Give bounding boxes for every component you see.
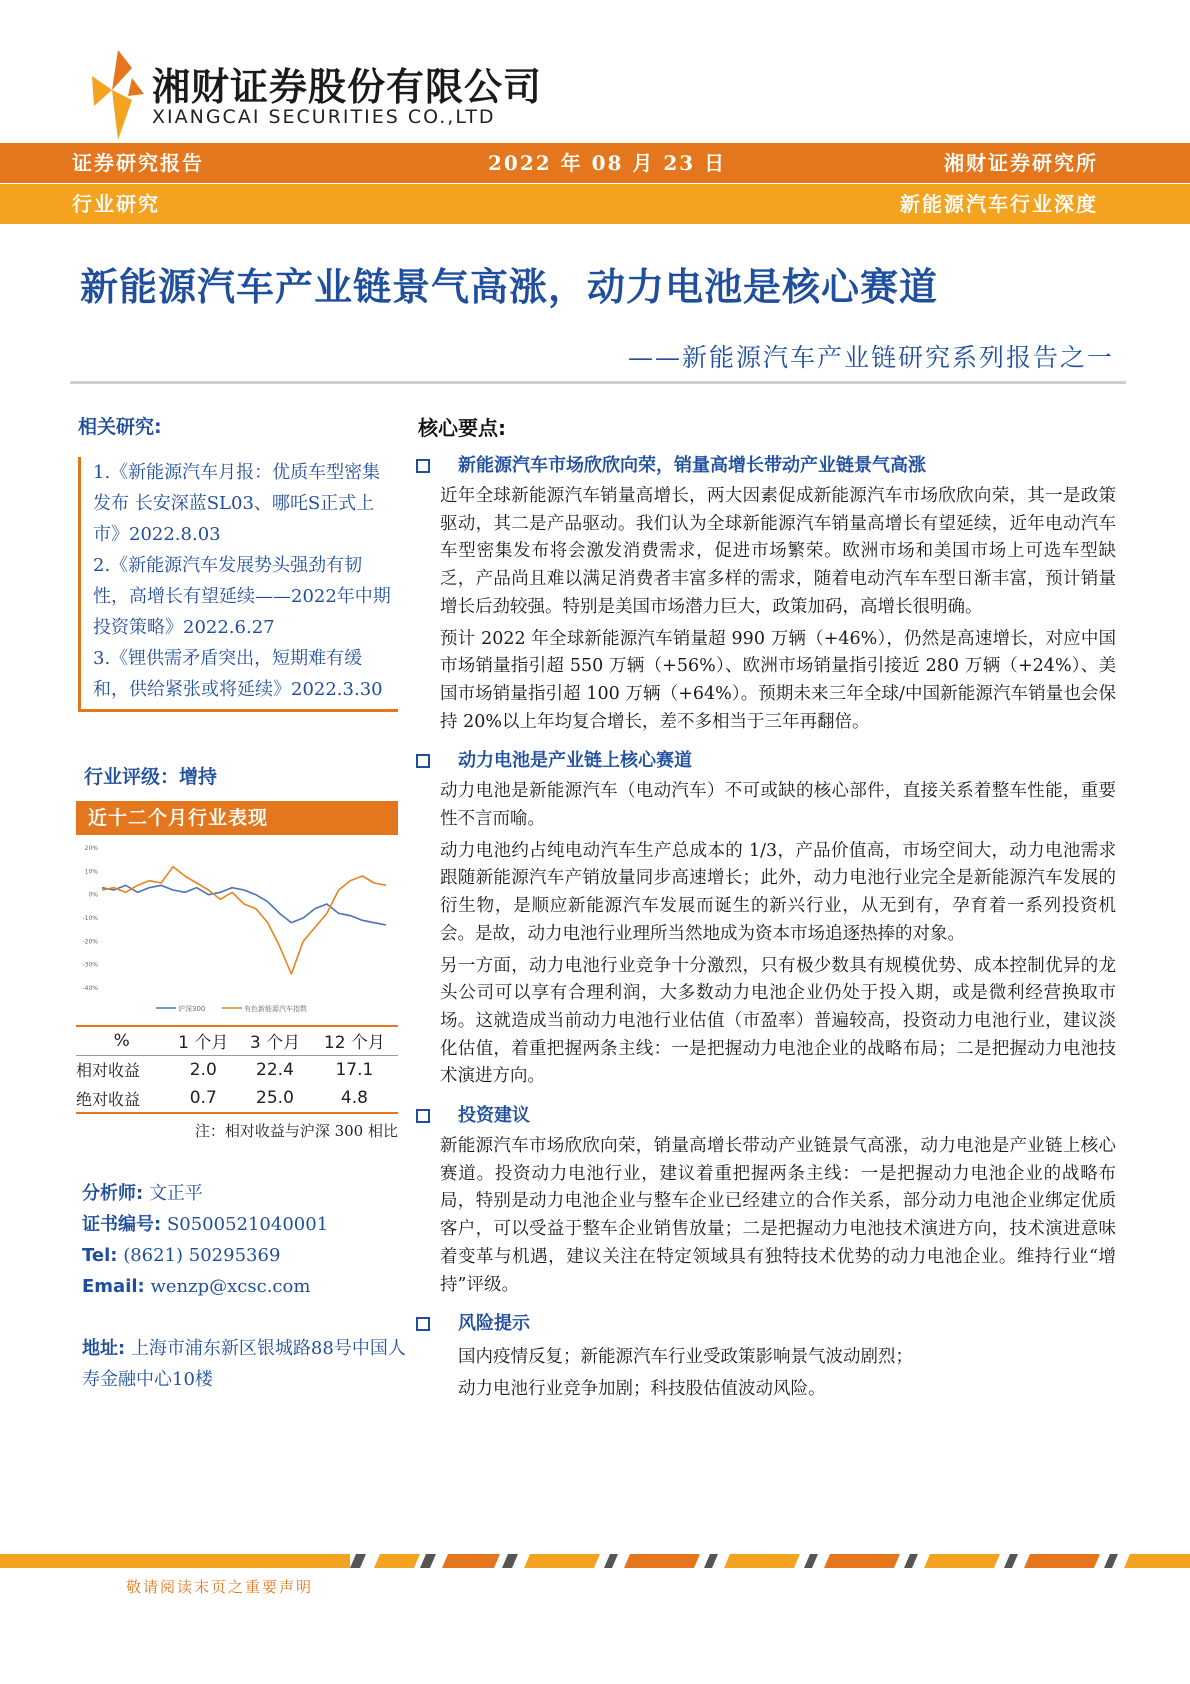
- address: [82, 1333, 412, 1395]
- series-line-0: [102, 885, 386, 925]
- logo-mark-icon: [88, 50, 144, 140]
- related-research-item[interactable]: 2.《新能源汽车发展势头强劲有韧性，高增长有望延续——2022年中期投资策略》2022.6.27: [93, 555, 391, 638]
- paragraph: 新能源汽车市场欣欣向荣，销量高增长带动产业链景气高涨，动力电池是产业链上核心赛道。投资动力电池行业，建议着重把握两条主线：一是把握动力电池企业的战略布局，特别是动力电池企业与整车企业已经建立的合作关系，部分动力电池企业绑定优质客户，可以受益于整车企业销售放量；二是把握动力电池技术演进方向，技术演进意味着变革与机遇，建议关注在特定领域具有独特技术优势的动力电池企业。维持行业“增持”评级。: [440, 1136, 1116, 1295]
- header-bar-top: [0, 143, 1190, 183]
- section-heading: 动力电池是产业链上核心赛道: [416, 744, 1116, 778]
- section-risk: [416, 1307, 1116, 1405]
- section-heading: 风险提示: [416, 1307, 1116, 1341]
- address-label: 地址:: [82, 1338, 126, 1359]
- title-divider: [70, 381, 1126, 384]
- risk-line: 国内疫情反复；新能源汽车行业受政策影响景气波动剧烈；: [458, 1347, 913, 1368]
- address-text: 上海市浦东新区银城路88号中国人寿金融中心10楼: [82, 1338, 406, 1390]
- section-heading: 新能源汽车市场欣欣向荣，销量高增长带动产业链景气高涨: [416, 449, 1116, 483]
- page-title: 新能源汽车产业链景气高涨，动力电池是核心赛道: [80, 265, 939, 309]
- table-header: 1 个月: [167, 1026, 239, 1055]
- analyst-contact: [82, 1178, 412, 1302]
- risk-line: 动力电池行业竞争加剧；科技股估值波动风险。: [458, 1379, 826, 1400]
- page-subtitle: ——新能源汽车产业链研究系列报告之一: [627, 343, 1114, 372]
- related-research-label: 相关研究:: [78, 416, 162, 438]
- y-tick-label: -10%: [82, 915, 98, 922]
- legend-label-hs300: 沪深300: [178, 1005, 206, 1013]
- table-note: 注：相对收益与沪深 300 相比: [194, 1122, 398, 1140]
- checkbox-square-icon: [416, 459, 430, 473]
- tel-label: Tel:: [82, 1245, 118, 1266]
- performance-table: [76, 1025, 398, 1114]
- analyst-label: 分析师:: [82, 1183, 144, 1204]
- table-header: 12 个月: [311, 1026, 398, 1055]
- sidebar: [78, 412, 398, 712]
- row-label: 相对收益: [76, 1061, 141, 1081]
- legend-label-nev: 有色新能源汽车指数: [244, 1005, 307, 1013]
- y-tick-label: -30%: [82, 961, 98, 969]
- core-points-title: 核心要点:: [418, 416, 506, 440]
- y-tick-label: 10%: [84, 868, 98, 876]
- table-header: 3 个月: [239, 1026, 311, 1055]
- footer-stripes: [0, 1554, 1190, 1568]
- table-cell: 2.0: [189, 1059, 217, 1080]
- table-cell: 25.0: [239, 1084, 311, 1113]
- row-label: 绝对收益: [76, 1084, 167, 1113]
- paragraph: 近年全球新能源汽车销量高增长，两大因素促成新能源汽车市场欣欣向荣，其一是政策驱动，其二是产品驱动。我们认为全球新能源汽车销量高增长有望延续，近年电动汽车车型密集发布将会激发消费需求，促进市场繁荣。欧洲市场和美国市场上可选车型缺乏，产品尚且难以满足消费者丰富多样的需求，随着电动汽车车型日渐丰富，预计销量增长后劲较强。特别是美国市场潜力巨大，政策加码，高增长很明确。: [440, 486, 1116, 617]
- footer-disclaimer: 敬请阅读末页之重要声明: [126, 1578, 314, 1596]
- section-heading: 投资建议: [416, 1099, 1116, 1133]
- research-institute: 湘财证券研究所: [944, 151, 1098, 175]
- report-type: 证券研究报告: [72, 151, 204, 175]
- table-row: [76, 1084, 398, 1113]
- paragraph: 另一方面，动力电池行业竞争十分激烈，只有极少数具有规模优势、成本控制优异的龙头公司可以享有合理利润，大多数动力电池企业仍处于投入期，或是微利经营换取市场。这就造成当前动力电池行业估值（市盈率）普遍较高，投资动力电池行业，建议淡化估值，着重把握两条主线：一是把握动力电池企业的战略布局；二是把握动力电池技术演进方向。: [440, 955, 1116, 1087]
- checkbox-square-icon: [416, 1109, 430, 1123]
- company-name-cn: 湘财证券股份有限公司: [152, 65, 543, 109]
- industry-rating: 行业评级：增持: [84, 766, 218, 788]
- section-market: [416, 449, 1116, 736]
- chart-legend: [156, 1004, 307, 1013]
- company-logo: [88, 50, 548, 140]
- main-content: [416, 412, 1116, 1405]
- y-tick-label: 20%: [84, 845, 98, 852]
- email-label: Email:: [82, 1276, 145, 1297]
- table-cell: 17.1: [335, 1059, 374, 1080]
- y-tick-label: 0%: [88, 891, 98, 899]
- company-name-en: XIANGCAI SECURITIES CO.,LTD: [152, 106, 496, 128]
- cert-label: 证书编号:: [82, 1214, 162, 1235]
- checkbox-square-icon: [416, 1317, 430, 1331]
- related-research-item[interactable]: 3.《锂供需矛盾突出，短期难有缓和，供给紧张或将延续》2022.3.30: [93, 648, 383, 700]
- report-topic: 新能源汽车行业深度: [900, 192, 1098, 216]
- y-tick-label: -20%: [82, 938, 98, 946]
- paragraph: 预计 2022 年全球新能源汽车销量超 990 万辆（+46%），仍然是高速增长，对应中国市场销量指引超 550 万辆（+56%）、欧洲市场销量指引接近 280 万辆（+24%）、美国市场销量指引超 100 万辆（+64%）。预期未来三年全球/中国新能源汽车销量也会保持 20%以上年均复合增长，差不多相当于三年再翻倍。: [440, 628, 1116, 732]
- checkbox-square-icon: [416, 754, 430, 768]
- analyst-name: 文正平: [148, 1183, 203, 1204]
- section-investment: [416, 1099, 1116, 1299]
- table-header: %: [76, 1026, 167, 1055]
- y-tick-label: -40%: [82, 985, 98, 992]
- table-row: [76, 1055, 398, 1084]
- paragraph: 动力电池约占纯电动汽车生产总成本的 1/3，产品价值高，市场空间大，动力电池需求跟随新能源汽车产销放量同步高速增长；此外，动力电池行业完全是新能源汽车发展的衍生物，是顺应新能源汽车发展而诞生的新兴行业，从无到有，孕育着一系列投资机会。是故，动力电池行业理所当然地成为资本市场追逐热捧的对象。: [440, 840, 1116, 944]
- related-research-list: [78, 457, 398, 712]
- performance-title: 近十二个月行业表现: [76, 801, 398, 835]
- related-research-item[interactable]: 1.《新能源汽车月报：优质车型密集发布 长安深蓝SL03、哪吒S正式上市》2022.8.03: [93, 462, 381, 545]
- section-battery: [416, 744, 1116, 1091]
- table-cell: 22.4: [256, 1059, 294, 1080]
- series-line-1: [102, 867, 386, 974]
- tel-number: (8621) 50295369: [123, 1245, 281, 1266]
- report-date: 2022 年 08 月 23 日: [488, 151, 727, 175]
- paragraph: 动力电池是新能源汽车（电动汽车）不可或缺的核心部件，直接关系着整车性能，重要性不言而喻。: [440, 781, 1116, 830]
- table-cell: 0.7: [167, 1084, 239, 1113]
- report-category: 行业研究: [72, 192, 160, 216]
- table-cell: 4.8: [311, 1084, 398, 1113]
- cert-number: S0500521040001: [166, 1214, 329, 1235]
- header-bar-bottom: [0, 184, 1190, 224]
- performance-chart: [76, 836, 398, 1022]
- email-link[interactable]: wenzp@xcsc.com: [150, 1276, 311, 1297]
